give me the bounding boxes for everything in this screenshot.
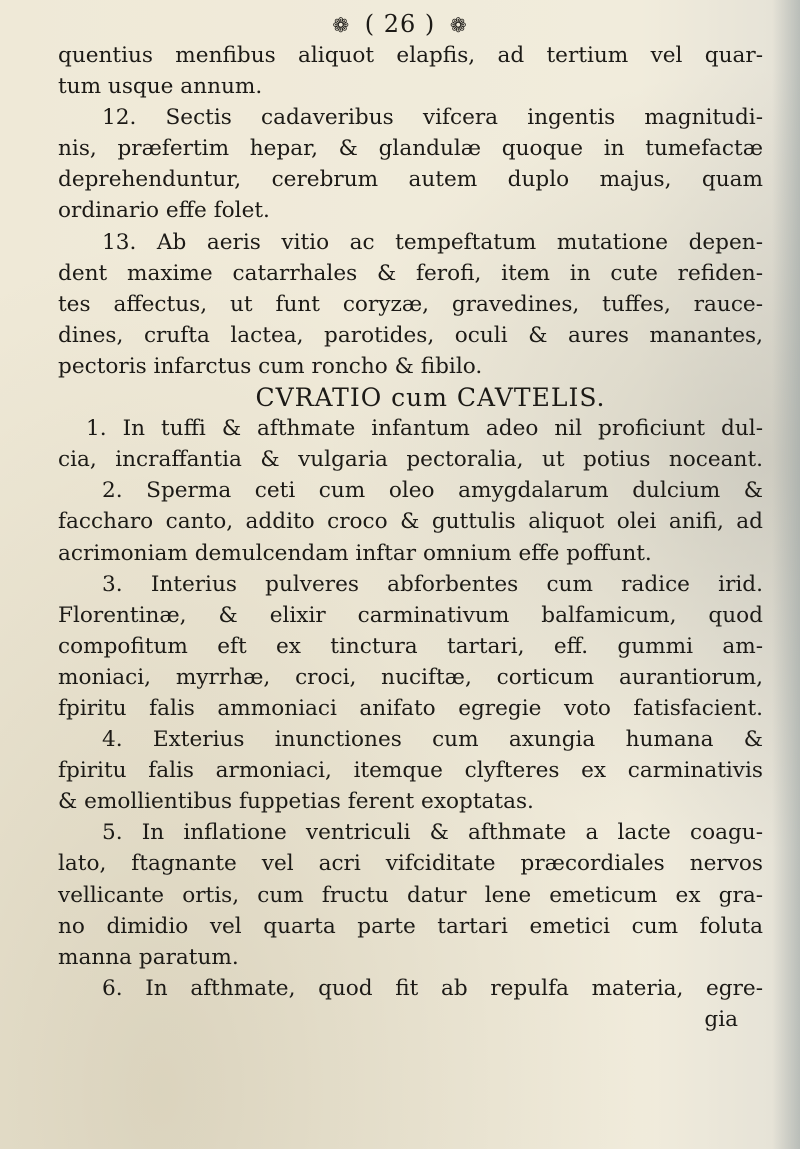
text-line: tum usque annum. [58, 74, 263, 100]
text-line: cia, incraffantia & vulgaria pectoralia, ut potius noceant. [58, 447, 763, 473]
paragraph-5-start: 5. In inflatione ventriculi & afthmate a lacte coagu- [102, 820, 763, 846]
text-line: faccharo canto, addito croco & guttulis aliquot olei anifi, ad [58, 509, 763, 535]
text-line: acrimoniam demulcendam inftar omnium effe poffunt. [58, 540, 652, 566]
paragraph-6-start: 6. In afthmate, quod fit ab repulfa materia, egre- [102, 975, 763, 1001]
text-line: compofitum eft ex tinctura tartari, eff. gummi am- [58, 633, 763, 659]
text-line: deprehenduntur, cerebrum autem duplo majus, quam [58, 167, 763, 193]
text-line: dent maxime catarrhales & ferofi, item in cute refiden- [58, 260, 763, 286]
text-line: lato, ftagnante vel acri vifciditate præcordiales nervos [58, 851, 763, 877]
paragraph-13-start: 13. Ab aeris vitio ac tempeftatum mutatione depen- [102, 229, 763, 255]
text-line: pectoris infarctus cum roncho & fibilo. [58, 353, 483, 379]
paragraph-1-start: 1. In tuffi & afthmate infantum adeo nil proficiunt dul- [86, 416, 763, 442]
catchword: gia [704, 1006, 738, 1032]
ornament-right-icon: ❁ [449, 13, 468, 37]
text-line: dines, crufta lactea, parotides, oculi & aures manantes, [58, 322, 763, 348]
paragraph-12-start: 12. Sectis cadaveribus vifcera ingentis magnitudi- [102, 105, 763, 131]
paragraph-3-start: 3. Interius pulveres abforbentes cum radice irid. [102, 571, 763, 597]
text-line: Florentinæ, & elixir carminativum balfamicum, quod [58, 602, 763, 628]
ornament-left-icon: ❁ [332, 13, 351, 37]
page-edge-shadow [772, 0, 800, 1149]
body-text [58, 40, 763, 1035]
text-line: fpiritu falis ammoniaci anifato egregie voto fatisfacient. [58, 695, 763, 721]
text-line: moniaci, myrrhæ, croci, nuciftæ, corticum aurantiorum, [58, 664, 763, 690]
text-line: no dimidio vel quarta parte tartari emetici cum foluta [58, 913, 763, 939]
text-line: ordinario effe folet. [58, 198, 270, 224]
text-line: manna paratum. [58, 944, 239, 970]
text-line: quentius menfibus aliquot elapfis, ad tertium vel quar- [58, 43, 763, 68]
text-line: nis, præfertim hepar, & glandulæ quoque in tumefactæ [58, 136, 763, 162]
paragraph-2-start: 2. Sperma ceti cum oleo amygdalarum dulcium & [102, 478, 763, 504]
text-line: fpiritu falis armoniaci, itemque clyfteres ex carminativis [58, 758, 763, 784]
page-number: ( 26 ) [364, 10, 436, 38]
text-line: tes affectus, ut funt coryzæ, gravedines, tuffes, rauce- [58, 291, 763, 317]
text-line: vellicante ortis, cum fructu datur lene emeticum ex gra- [58, 882, 763, 908]
page-header [0, 10, 800, 38]
paragraph-4-start: 4. Exterius inunctiones cum axungia humana & [102, 727, 763, 753]
section-heading: CVRATIO cum CAVTELIS. [255, 383, 606, 413]
text-line: & emollientibus fuppetias ferent exoptatas. [58, 789, 534, 815]
